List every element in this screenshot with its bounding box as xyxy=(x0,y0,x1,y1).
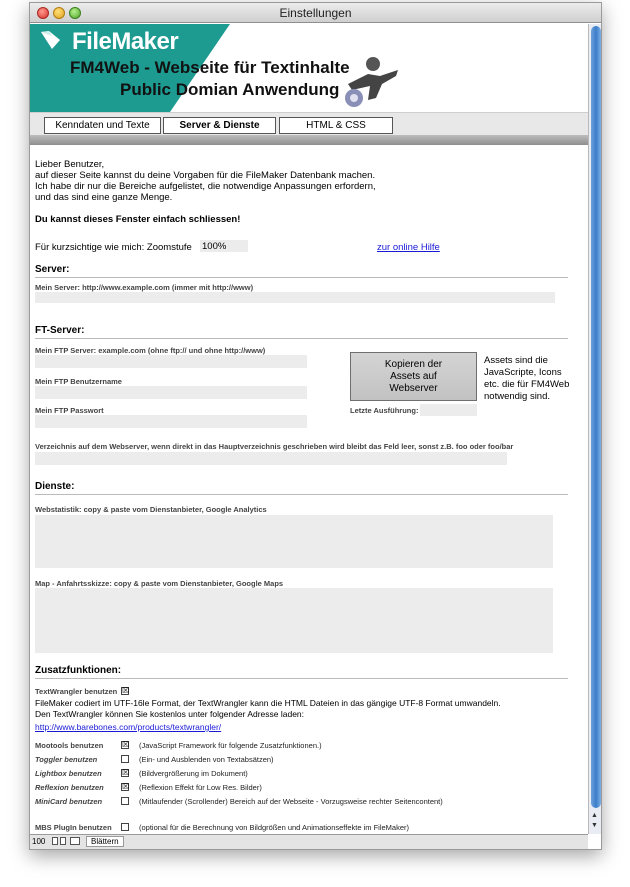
window-title: Einstellungen xyxy=(279,6,352,20)
ftp-directory-field[interactable] xyxy=(35,452,507,465)
option-label: MBS PlugIn benutzen xyxy=(35,823,112,832)
textwrangler-label: TextWrangler benutzen xyxy=(35,687,118,696)
last-run-field xyxy=(420,404,477,416)
textwrangler-checkbox[interactable]: ☒ xyxy=(122,686,130,695)
option-description: (optional für die Berechnung von Bildgrößen und Animationseffekte im FileMaker) xyxy=(139,823,410,832)
status-bar xyxy=(30,834,588,849)
minimize-window-button[interactable] xyxy=(53,7,65,19)
option-description: (Reflexion Effekt für Low Res. Bilder) xyxy=(139,783,262,792)
webstats-label: Webstatistik: copy & paste vom Dienstanbieter, Google Analytics xyxy=(35,505,267,514)
title-bar[interactable] xyxy=(30,3,601,23)
intro-text-3: und das sind eine ganze Menge. xyxy=(35,192,173,203)
textwrangler-link[interactable]: http://www.barebones.com/products/textwrangler/ xyxy=(35,722,222,732)
filemaker-logo: FileMaker xyxy=(72,28,179,55)
services-divider xyxy=(35,494,568,495)
option-label: Mootools benutzen xyxy=(35,741,104,750)
assets-note-3: etc. die für FM4Web xyxy=(484,379,570,390)
option-label: Toggler benutzen xyxy=(35,755,98,764)
zoom-window-button[interactable] xyxy=(69,7,81,19)
lightbox-checkbox[interactable]: ☒ xyxy=(122,768,130,777)
ftp-heading: FT-Server: xyxy=(35,325,85,336)
option-description: (Ein- und Ausblenden von Textabsätzen) xyxy=(139,755,274,764)
assets-note-1: Assets sind die xyxy=(484,355,548,366)
toggler-checkbox[interactable] xyxy=(121,755,129,763)
textwrangler-info-1: FileMaker codiert im UTF-16le Format, der TextWrangler kann die HTML Dateien in das gängige UTF-8 Format umwandeln. xyxy=(35,698,501,708)
option-label: MiniCard benutzen xyxy=(35,797,103,806)
reflexion-checkbox[interactable]: ☒ xyxy=(122,782,130,791)
scroll-up-arrow-icon[interactable]: ▲ xyxy=(591,812,598,819)
tab-bar xyxy=(30,112,588,144)
option-description: (Mitlaufender (Scrollender) Bereich auf der Webseite - Vorzugsweise rechter Seitencontent) xyxy=(139,797,443,806)
zoom-level-value: 100% xyxy=(202,241,227,252)
server-url-field[interactable] xyxy=(35,292,555,303)
layout-content xyxy=(30,24,588,834)
intro-greeting: Lieber Benutzer, xyxy=(35,159,105,170)
ftp-divider xyxy=(35,338,568,339)
online-help-link[interactable]: zur online Hilfe xyxy=(377,242,440,253)
vertical-scrollbar[interactable] xyxy=(588,24,602,834)
close-window-button[interactable] xyxy=(37,7,49,19)
settings-window xyxy=(29,2,602,850)
option-description: (Bildvergrößerung im Dokument) xyxy=(139,769,248,778)
ftp-password-field[interactable] xyxy=(35,415,307,428)
intro-text-1: auf dieser Seite kannst du deine Vorgaben für die FileMaker Datenbank machen. xyxy=(35,170,376,181)
filemaker-folder-icon xyxy=(40,30,62,50)
banner-title: FM4Web - Webseite für Textinhalte xyxy=(70,58,350,77)
minicard-checkbox[interactable] xyxy=(121,797,129,805)
extras-divider xyxy=(35,678,568,679)
ftp-directory-label: Verzeichnis auf dem Webserver, wenn direkt in das Hauptverzeichnis geschrieben wird bleibt das Feld leer, sonst z.B. foo oder foo/bar xyxy=(35,442,514,451)
assets-note-2: JavaScripte, Icons xyxy=(484,367,562,378)
server-heading: Server: xyxy=(35,264,70,275)
scroll-thumb[interactable] xyxy=(591,26,601,808)
option-label: Reflexion benutzen xyxy=(35,783,104,792)
tab-server-dienste[interactable]: Server & Dienste xyxy=(163,117,276,134)
close-hint: Du kannst dieses Fenster einfach schliessen! xyxy=(35,214,241,225)
zoom-out-icon[interactable] xyxy=(52,837,58,845)
zoom-in-icon[interactable] xyxy=(60,837,66,845)
mode-selector[interactable]: Blättern xyxy=(86,836,124,847)
ftp-server-field[interactable] xyxy=(35,355,307,368)
map-field[interactable] xyxy=(35,588,553,653)
ftp-user-label: Mein FTP Benutzername xyxy=(35,377,122,386)
webstats-field[interactable] xyxy=(35,515,553,568)
tab-kenndaten[interactable]: Kenndaten und Texte xyxy=(44,117,161,134)
zoom-label: Für kurzsichtige wie mich: Zoomstufe xyxy=(35,242,192,253)
ftp-server-label: Mein FTP Server: example.com (ohne ftp:// und ohne http://www) xyxy=(35,346,266,355)
tab-html-css[interactable]: HTML & CSS xyxy=(279,117,393,134)
option-label: Lightbox benutzen xyxy=(35,769,102,778)
extras-heading: Zusatzfunktionen: xyxy=(35,665,122,676)
services-heading: Dienste: xyxy=(35,481,75,492)
tab-panel-edge xyxy=(30,135,588,145)
mootools-checkbox[interactable]: ☒ xyxy=(122,740,130,749)
map-label: Map - Anfahrtsskizze: copy & paste vom Dienstanbieter, Google Maps xyxy=(35,579,284,588)
ftp-password-label: Mein FTP Passwort xyxy=(35,406,104,415)
mascot-figure-icon xyxy=(340,54,400,112)
intro-text-2: Ich habe dir nur die Bereiche aufgelistet, die notwendige Anpassungen erfordern, xyxy=(35,181,376,192)
ftp-user-field[interactable] xyxy=(35,386,307,399)
server-label: Mein Server: http://www.example.com (immer mit http://www) xyxy=(35,283,254,292)
zoom-level-field[interactable] xyxy=(200,240,248,252)
copy-assets-button[interactable]: Kopieren der Assets auf Webserver xyxy=(350,352,477,401)
option-description: (JavaScript Framework für folgende Zusatzfunktionen.) xyxy=(139,741,322,750)
banner-subtitle: Public Domian Anwendung xyxy=(120,80,340,99)
scroll-down-arrow-icon[interactable]: ▼ xyxy=(591,822,598,829)
header-banner xyxy=(30,24,588,112)
toolbar-toggle-icon[interactable] xyxy=(70,837,80,845)
textwrangler-info-2: Den TextWrangler können Sie kostenlos unter folgender Adresse laden: xyxy=(35,709,305,719)
server-divider xyxy=(35,277,568,278)
last-run-label: Letzte Ausführung: xyxy=(350,406,419,415)
assets-note-4: notwendig sind. xyxy=(484,391,551,402)
mbs-plugin-checkbox[interactable] xyxy=(121,823,129,831)
zoom-percentage[interactable]: 100 xyxy=(32,837,46,846)
